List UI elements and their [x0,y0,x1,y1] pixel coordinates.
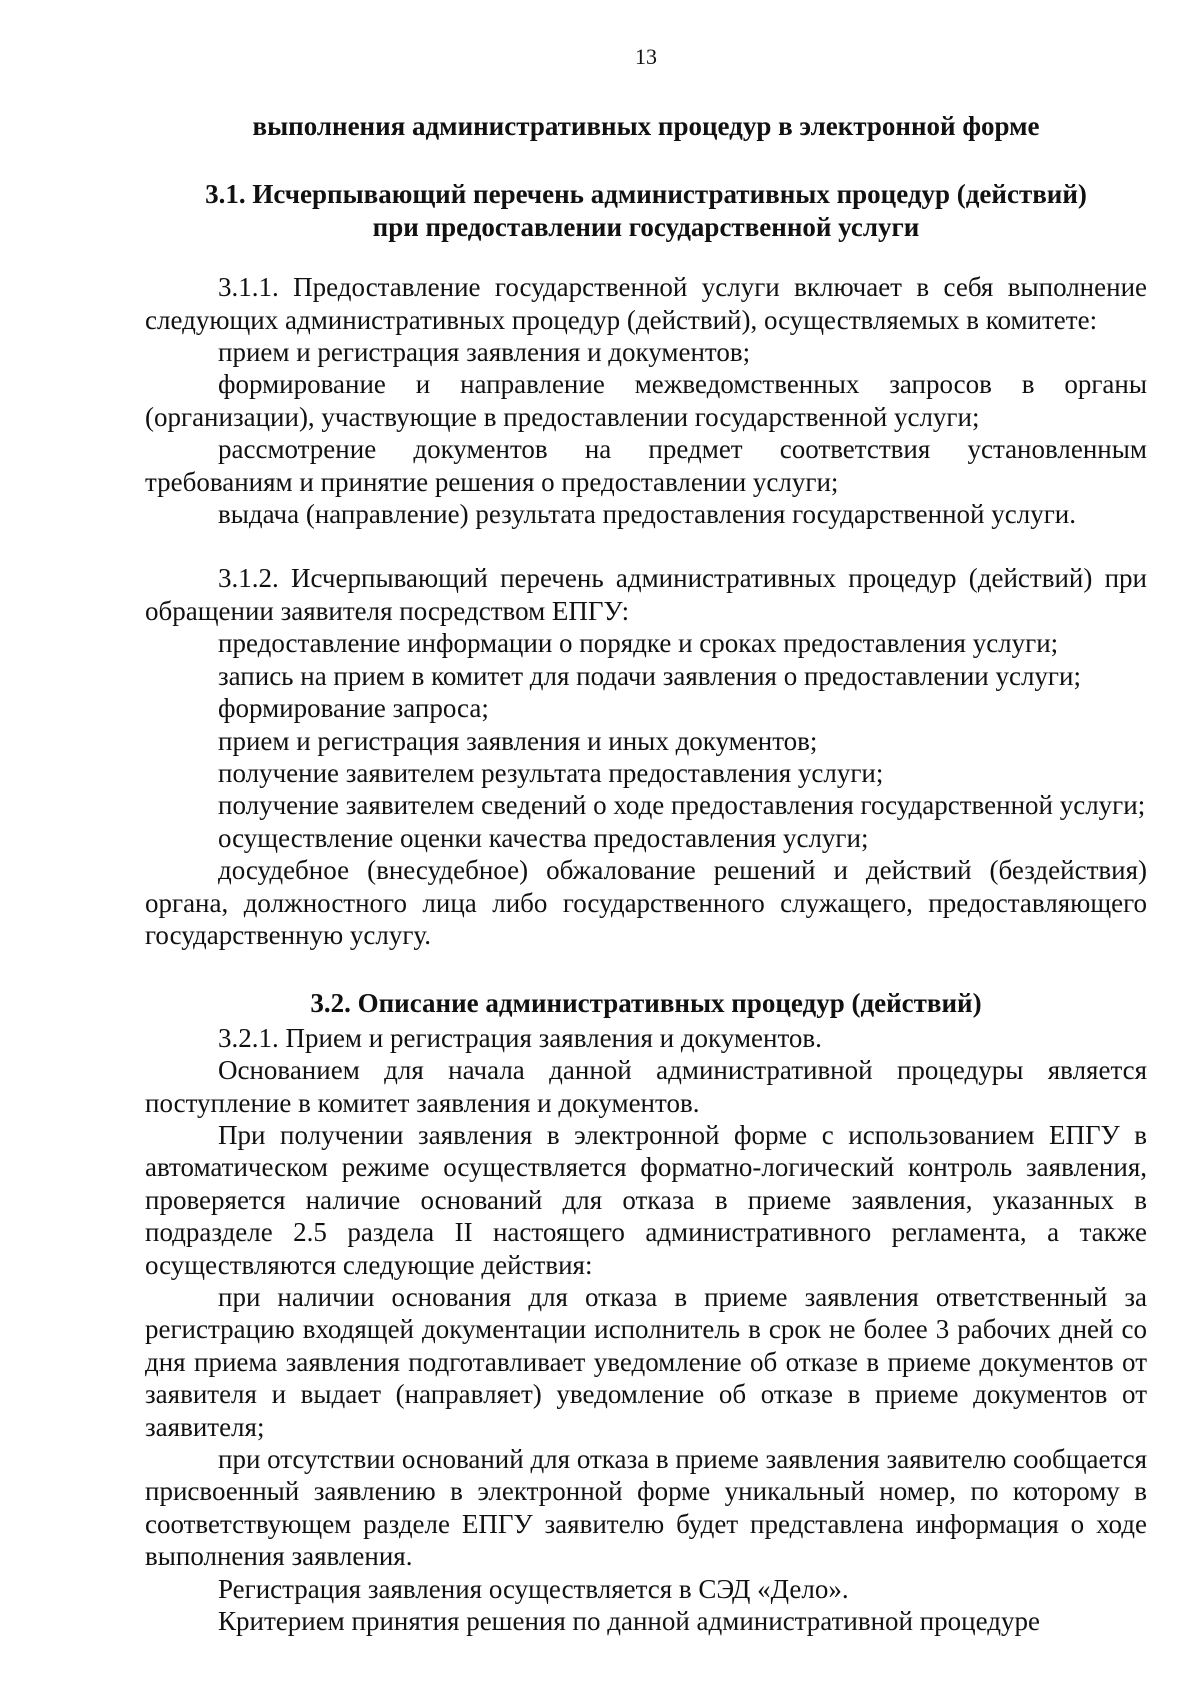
paragraph: При получении заявления в электронной форме с использованием ЕПГУ в автоматическом режиме осуществляется форматно-логический контроль заявления, проверяется наличие оснований для отказа в приеме заявления, указанных в подразделе 2.5 раздела II настоящего административного регламента, а также осуществляются следующие действия: [145,1119,1147,1280]
section-3-1-heading-line2: при предоставлении государственной услуги [372,211,920,242]
continued-heading: выполнения административных процедур в электронной форме [252,111,1040,141]
list-item: получение заявителем результата предоставления услуги; [218,757,884,788]
paragraph-3-1-2-intro: 3.1.2. Исчерпывающий перечень административных процедур (действий) при обращении заявителя посредством ЕПГУ: [145,563,1147,626]
paragraph: Регистрация заявления осуществляется в СЭД «Дело». [218,1573,849,1604]
section-3-1-heading [145,178,1147,243]
section-3-2-heading: 3.2. Описание административных процедур (действий) [310,988,982,1019]
list-item: досудебное (внесудебное) обжалование решений и действий (бездействия) органа, должностного лица либо государственного служащего, предоставляющего государственную услугу. [145,855,1147,950]
section-3-1-heading-line1: 3.1. Исчерпывающий перечень административных процедур (действий) [205,179,1087,210]
paragraph-3-2-1: 3.2.1. Прием и регистрация заявления и документов. [218,1022,822,1053]
list-item: предоставление информации о порядке и сроках предоставления услуги; [218,628,1059,659]
list-item: выдача (направление) результата предоставления государственной услуги. [218,499,1076,530]
paragraph: Основанием для начала данной административной процедуры является поступление в комитет заявления и документов. [145,1055,1147,1118]
list-item: осуществление оценки качества предоставления услуги; [218,822,869,853]
paragraph: Критерием принятия решения по данной административной процедуре [218,1606,1040,1637]
list-item: прием и регистрация заявления и иных документов; [218,725,818,756]
list-item: запись на прием в комитет для подачи заявления о предоставлении услуги; [218,660,1081,691]
list-item: прием и регистрация заявления и документов; [218,337,751,368]
page-number: 13 [635,44,657,69]
paragraph: при наличии основания для отказа в приеме заявления ответственный за регистрацию входящей документации исполнитель в срок не более 3 рабочих дней со дня приема заявления подготавливает уведомление об отказе в приеме документов от заявителя и выдает (направляет) уведомление об отказе в приеме документов от заявителя; [145,1282,1147,1442]
list-item: формирование запроса; [218,693,489,724]
paragraph-3-1-1-intro: 3.1.1. Предоставление государственной услуги включает в себя выполнение следующих административных процедур (действий), осуществляемых в комитете: [145,272,1147,335]
paragraph-gap [145,530,1147,562]
list-item: формирование и направление межведомственных запросов в органы (организации), участвующие в предоставлении государственной услуги; [145,369,1147,432]
paragraph: при отсутствии оснований для отказа в приеме заявления заявителю сообщается присвоенный заявлению в электронной форме уникальный номер, по которому в соответствующем разделе ЕПГУ заявителю будет представлена информация о ходе выполнения заявления. [145,1444,1147,1572]
list-item: рассмотрение документов на предмет соответствия установленным требованиям и принятие решения о предоставлении услуги; [145,434,1147,497]
list-item: получение заявителем сведений о ходе предоставления государственной услуги; [218,790,1146,821]
